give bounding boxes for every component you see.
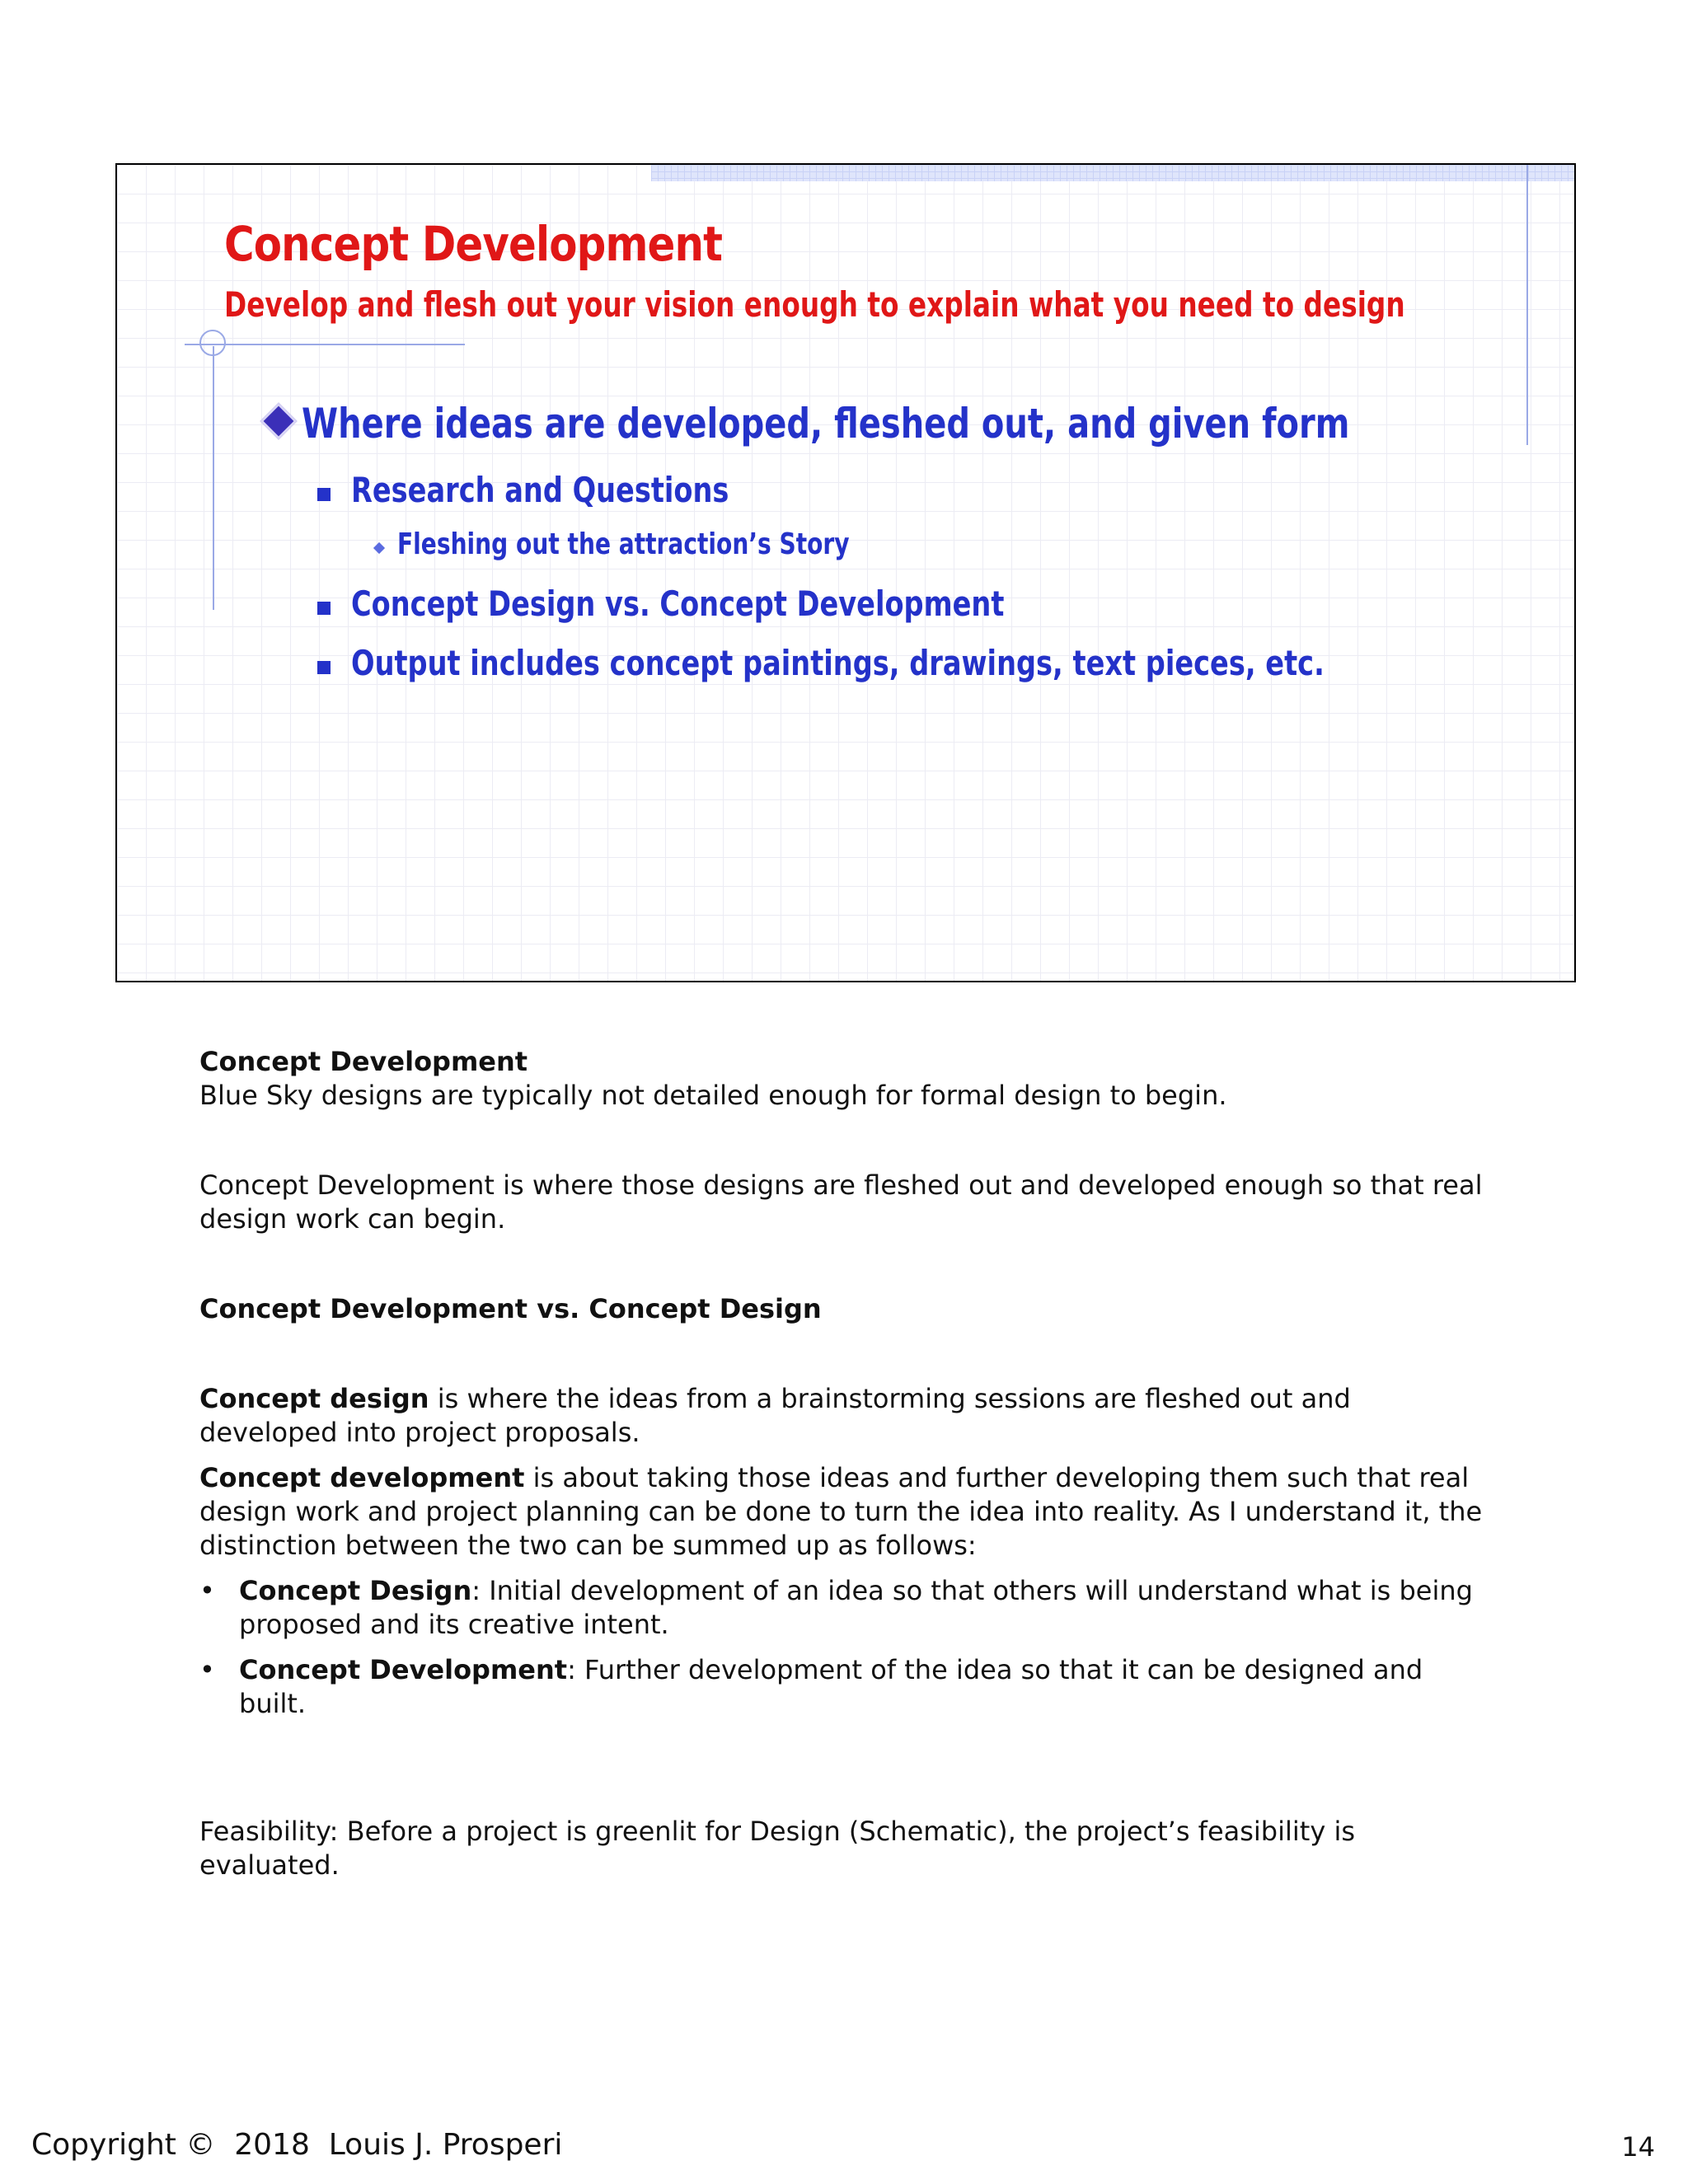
page-number: 14 [1621, 2131, 1655, 2163]
notes-paragraph: Concept Development is where those designs are fleshed out and developed enough so that real design work can begin. [199, 1169, 1483, 1235]
list-item [199, 1653, 1485, 1721]
slide-bullet-research: Research and Questions [351, 470, 729, 510]
notes-text: is about taking those ideas and further developing them such that real design work and project planning can be done to turn the idea into reality. As I understand it, the distinction between the two can be summed up as follows: [199, 1462, 1483, 1561]
slide-deco-line [185, 344, 465, 345]
small-diamond-bullet-icon [373, 542, 385, 554]
notes-heading: Concept Development [199, 1046, 528, 1077]
slide-deco-line [1526, 165, 1528, 445]
slide-deco-line [213, 346, 214, 610]
square-bullet-icon [317, 661, 331, 674]
list-item-text: : Initial development of an idea so that others will understand what is being proposed and its creative intent. [239, 1575, 1473, 1640]
notes-term: Concept design [199, 1383, 429, 1414]
slide-top-band [651, 165, 1574, 181]
list-item-term: Concept Design [239, 1575, 472, 1606]
slide-bullet-level1: Where ideas are developed, fleshed out, and given form [302, 400, 1350, 448]
notes-paragraph: Feasibility: Before a project is greenlit for Design (Schematic), the project’s feasibility is evaluated. [199, 1816, 1355, 1881]
list-item [199, 1574, 1485, 1642]
square-bullet-icon [317, 602, 331, 615]
list-item-text: : Further development of the idea so that it can be designed and built. [239, 1654, 1423, 1719]
diamond-bullet-icon [260, 402, 297, 439]
notes-text: is where the ideas from a brainstorming sessions are fleshed out and developed into project proposals. [199, 1383, 1351, 1448]
notes-heading: Concept Development vs. Concept Design [199, 1293, 822, 1324]
notes-paragraph [199, 1382, 1485, 1450]
list-item-term: Concept Development [239, 1654, 568, 1685]
slide-thumbnail [115, 163, 1576, 982]
slide-title: Concept Development [224, 216, 723, 272]
square-bullet-icon [317, 488, 331, 501]
notes-term: Concept development [199, 1462, 525, 1493]
notes-paragraph [199, 1461, 1485, 1563]
slide-bullet-output: Output includes concept paintings, drawings, text pieces, etc. [351, 643, 1325, 683]
slide-bullet-story: Fleshing out the attraction’s Story [397, 527, 850, 561]
slide-subtitle: Develop and flesh out your vision enough to explain what you need to design [224, 284, 1405, 325]
slide-crosshair-icon [199, 330, 226, 356]
notes-paragraph: Blue Sky designs are typically not detailed enough for formal design to begin. [199, 1080, 1227, 1111]
copyright-notice: Copyright © 2018 Louis J. Prosperi [31, 2128, 563, 2162]
slide-bullet-design-vs-development: Concept Design vs. Concept Development [351, 583, 1005, 624]
notes-list [199, 1574, 1485, 1721]
speaker-notes [199, 1045, 1485, 1882]
